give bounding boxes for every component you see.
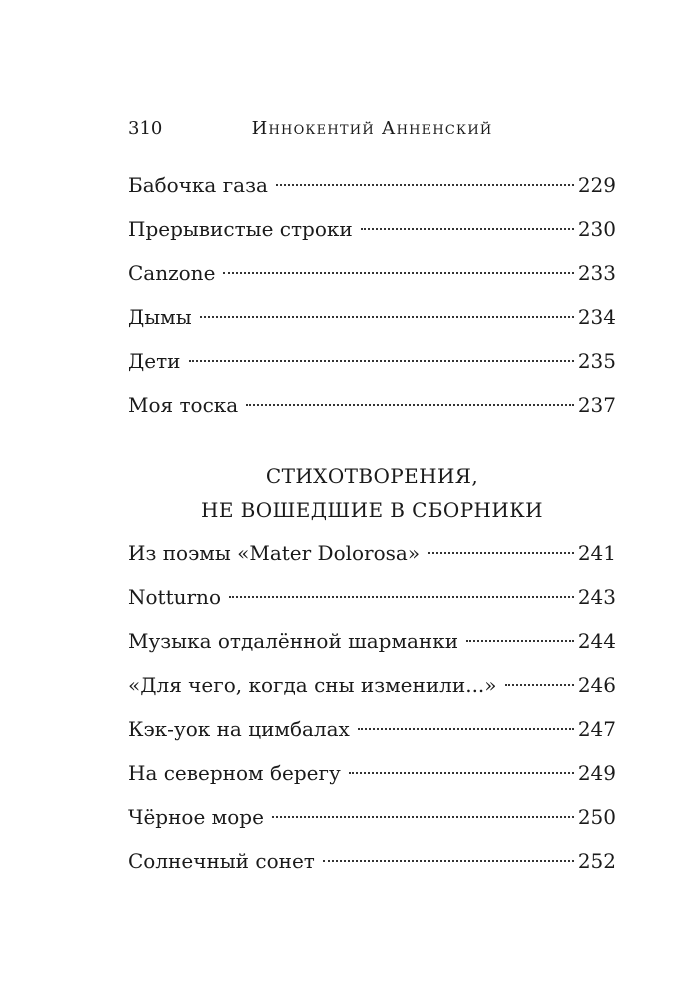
section-heading-line-2: НЕ ВОШЕДШИЕ В СБОРНИКИ [201, 498, 543, 522]
dot-leader [428, 552, 574, 554]
toc-entry[interactable] [128, 346, 616, 390]
toc-entry-title: Солнечный сонет [128, 849, 315, 873]
dot-leader [349, 772, 574, 774]
toc-entry-title: Кэк-уок на цимбалах [128, 717, 350, 741]
toc-entry-page: 247 [577, 717, 616, 741]
toc-entry[interactable] [128, 758, 616, 802]
dot-leader [323, 860, 574, 862]
toc-entry[interactable] [128, 538, 616, 582]
toc-entry-title: Canzone [128, 261, 216, 285]
dot-leader [189, 360, 574, 362]
page-number: 310 [128, 118, 163, 139]
toc-entry-title: Прерывистые строки [128, 217, 353, 241]
toc-entry-title: Моя тоска [128, 393, 239, 417]
toc-entry-title: Дымы [128, 305, 192, 329]
toc-list-part-2 [128, 538, 616, 890]
dot-leader [358, 728, 574, 730]
dot-leader [276, 184, 574, 186]
toc-entry-title: Из поэмы «Mater Dolorosa» [128, 541, 421, 565]
dot-leader [223, 272, 573, 274]
toc-entry-page: 246 [577, 673, 616, 697]
section-heading-line-1: СТИХОТВОРЕНИЯ, [265, 464, 479, 488]
dot-leader [466, 640, 574, 642]
toc-entry-page: 237 [577, 393, 616, 417]
toc-entry[interactable] [128, 214, 616, 258]
dot-leader [505, 684, 574, 686]
toc-entry-title: «Для чего, когда сны изменили...» [128, 673, 497, 697]
toc-entry-page: 252 [577, 849, 616, 873]
toc-list-part-1 [128, 170, 616, 434]
toc-entry[interactable] [128, 302, 616, 346]
toc-entry-page: 230 [577, 217, 616, 241]
toc-entry-title: Бабочка газа [128, 173, 268, 197]
toc-entry[interactable] [128, 390, 616, 434]
toc-entry-page: 234 [577, 305, 616, 329]
toc-entry[interactable] [128, 802, 616, 846]
toc-entry-page: 235 [577, 349, 616, 373]
toc-entry-title: Музыка отдалённой шарманки [128, 629, 459, 653]
toc-entry-title: Чёрное море [128, 805, 264, 829]
running-head-author: Иннокентий Анненский [251, 118, 493, 139]
dot-leader [229, 596, 574, 598]
section-heading [128, 459, 616, 527]
toc-entry-page: 243 [577, 585, 616, 609]
toc-entry-page: 241 [577, 541, 616, 565]
toc-entry[interactable] [128, 670, 616, 714]
dot-leader [246, 404, 574, 406]
toc-entry[interactable] [128, 714, 616, 758]
toc-entry-title: На северном берегу [128, 761, 341, 785]
toc-entry-title: Notturno [128, 585, 221, 609]
toc-entry[interactable] [128, 258, 616, 302]
toc-entry[interactable] [128, 582, 616, 626]
toc-entry-page: 244 [577, 629, 616, 653]
toc-entry[interactable] [128, 846, 616, 890]
toc-entry-page: 250 [577, 805, 616, 829]
toc-entry-page: 229 [577, 173, 616, 197]
dot-leader [361, 228, 574, 230]
running-head [128, 118, 616, 142]
toc-entry-title: Дети [128, 349, 181, 373]
toc-entry-page: 233 [577, 261, 616, 285]
dot-leader [200, 316, 574, 318]
toc-entry[interactable] [128, 170, 616, 214]
toc-entry-page: 249 [577, 761, 616, 785]
toc-entry[interactable] [128, 626, 616, 670]
dot-leader [272, 816, 574, 818]
